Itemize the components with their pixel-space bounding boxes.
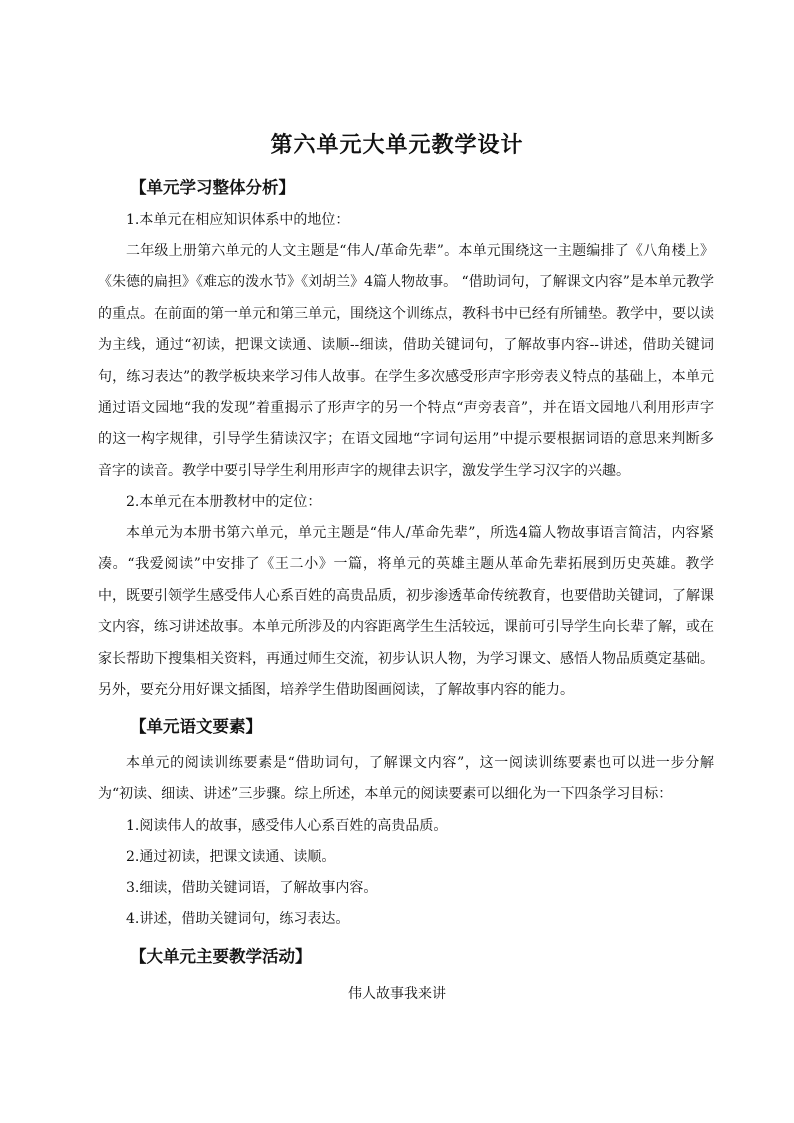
document-title: 第六单元大单元教学设计 (270, 133, 524, 158)
goal-item-4: 4.讲述，借助关键词句，练习表达。 (126, 911, 350, 927)
section-heading-analysis: 【单元学习整体分析】 (130, 178, 295, 197)
analysis-item-2-text: 本单元为本册书第六单元，单元主题是“伟人/革命先辈”，所选4篇人物故事语言简洁，内容紧凑。“我爱阅读”中安排了《王二小》一篇，将单元的英雄主题从革命先辈拓展到历史英雄。教学中，既要引领学生感受伟人心系百姓的高贵品质，初步渗透革命传统教育，也要借助关键词，了解课文内容，练习讲述故事。本单元所涉及的内容距离学生生活较远，课前可引导学生向长辈了解，或在家长帮助下搜集相关资料，再通过师生交流，初步认识人物，为学习课文、感悟人物品质奠定基础。另外，要充分用好课文插图，培养学生借助图画阅读，了解故事内容的能力。 (98, 525, 714, 699)
analysis-item-1-text: 二年级上册第六单元的人文主题是“伟人/革命先辈”。本单元围绕这一主题编排了《八角楼上》《朱德的扁担》《难忘的泼水节》《刘胡兰》4篇人物故事。 “借助词句，了解课文内容”是本单元教学的重点。在前面的第一单元和第三单元，围绕这个训练点，教科书中已经有所铺垫。教学中，要以读为主线，通过“初读，把课文读通、读顺--细读，借助关键词句，了解故事内容--讲述，借助关键词句，练习表达”的教学板块来学习伟人故事。在学生多次感受形声字形旁表义特点的基础上，本单元通过语文园地“我的发现”着重揭示了形声字的另一个特点“声旁表音”，并在语文园地八利用形声字的这一构字规律，引导学生猜读汉字；在语文园地“字词句运用”中提示要根据词语的意思来判断多音字的读音。教学中要引导学生利用形声字的规律去识字，激发学生学习汉字的兴趣。 (98, 243, 714, 479)
goal-item-3: 3.细读，借助关键词语，了解故事内容。 (126, 880, 378, 896)
elements-intro: 本单元的阅读训练要素是“借助词句，了解课文内容”，这一阅读训练要素也可以进一步分解为“初读、细读、讲述”三步骤。综上所述，本单元的阅读要素可以细化为一下四条学习目标： (98, 755, 714, 803)
goal-item-2: 2.通过初读，把课文读通、读顺。 (126, 849, 336, 865)
analysis-item-2-label: 2.本单元在本册教材中的定位： (126, 494, 322, 510)
analysis-item-1-label: 1.本单元在相应知识体系中的地位： (126, 212, 350, 228)
activity-subtitle: 伟人故事我来讲 (348, 986, 446, 1002)
goal-item-1: 1.阅读伟人的故事，感受伟人心系百姓的高贵品质。 (126, 818, 448, 834)
section-heading-activities: 【大单元主要教学活动】 (130, 947, 312, 966)
section-heading-elements: 【单元语文要素】 (130, 717, 262, 736)
